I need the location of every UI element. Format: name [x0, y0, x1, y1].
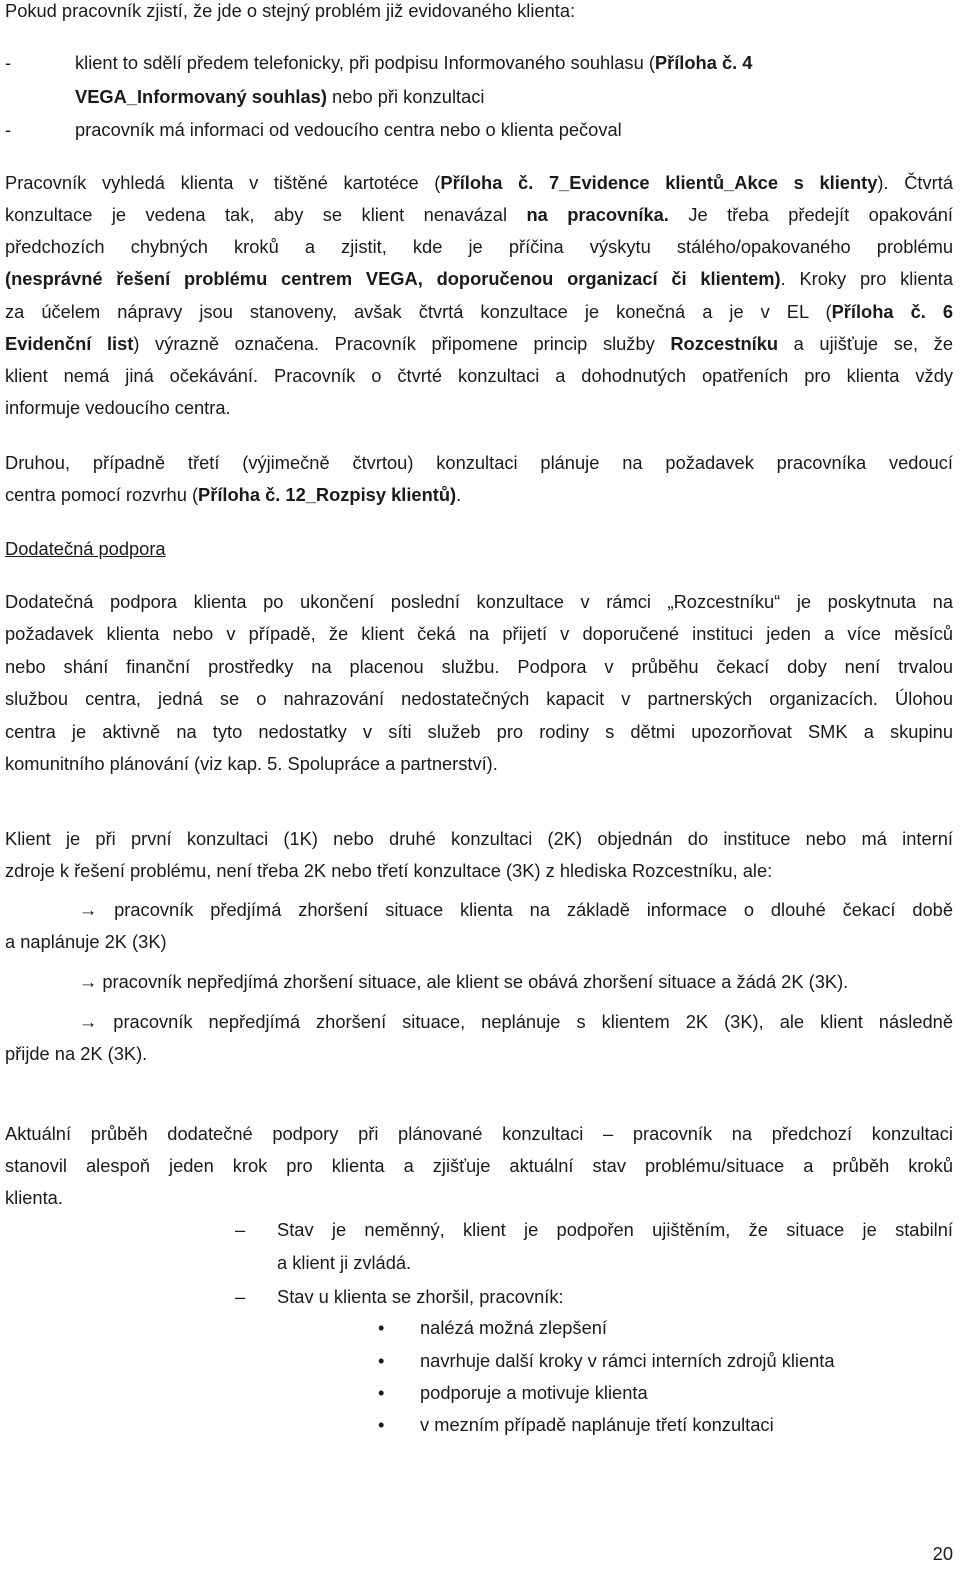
bullet-text: nalézá možná zlepšení — [420, 1317, 607, 1338]
section-heading-text: Dodatečná podpora — [5, 538, 166, 559]
intro-text: Pokud pracovník zjistí, že jde o stejný problém již evidovaného klienta: — [5, 0, 576, 21]
text-line: klienta. — [5, 1187, 63, 1208]
text-line: Klient je při první konzultaci (1K) nebo druhé konzultaci (2K) objednán do instituce nebo má interní — [5, 828, 953, 849]
dash-bold-text: Příloha č. 4 — [654, 52, 753, 73]
text-line — [5, 263, 953, 295]
bullet-text: v mezním případě naplánuje třetí konzultaci — [420, 1414, 774, 1435]
text-line: požadavek klienta nebo v případě, že klient čeká na přijetí v doporučené instituci jeden a více měsíců — [5, 623, 953, 644]
arrow-item-continuation: přijde na 2K (3K). — [5, 1043, 148, 1064]
text-line: centra je aktivně na tyto nedostatky v síti služeb pro rodiny s dětmi upozorňovat SMK a skupinu — [5, 721, 953, 742]
dash-text: pracovník má informaci od vedoucího centra nebo o klienta pečoval — [75, 119, 622, 140]
text-line: službou centra, jedná se o nahrazování nedostatečných kapacit v partnerských organizacích. Úlohou — [5, 688, 953, 709]
dash-list-item-continuation — [75, 81, 484, 113]
dash-marker: - — [5, 52, 12, 73]
text-line: komunitního plánování (viz kap. 5. Spolupráce a partnerství). — [5, 753, 498, 774]
bullet-item — [378, 1409, 774, 1441]
text-line: Dodatečná podpora klienta po ukončení poslední konzultace v rámci „Rozcestníku“ je poskytnuta na — [5, 591, 953, 612]
bold-run: (nesprávné řešení problému centrem VEGA, doporučenou organizací či klientem) — [5, 268, 781, 289]
dash-marker: - — [5, 119, 12, 140]
bullet-marker: • — [378, 1350, 385, 1371]
bold-run: Příloha č. 12_Rozpisy klientů) — [198, 484, 457, 505]
dash-text: klient to sdělí předem telefonicky, při podpisu Informovaného souhlasu ( — [75, 52, 655, 73]
bold-run: na pracovníka. — [526, 204, 669, 225]
text-line — [5, 296, 953, 328]
bullet-item — [378, 1345, 835, 1377]
arrow-item: → pracovník nepředjímá zhoršení situace, ale klient se obává zhoršení situace a žádá 2K (3K). — [79, 971, 849, 992]
text-run: . Kroky pro klienta — [780, 268, 953, 289]
text-line: Stav je neměnný, klient je podpořen ujištěním, že situace je stabilní — [277, 1219, 953, 1240]
dash-marker: – — [235, 1219, 246, 1240]
text-run: konzultace je vedena tak, aby se klient nenavázal — [5, 204, 527, 225]
bullet-marker: • — [378, 1317, 385, 1338]
arrow-item-continuation: a naplánuje 2K (3K) — [5, 931, 167, 952]
text-line — [5, 479, 953, 511]
arrow-item: → pracovník nepředjímá zhoršení situace, neplánuje s klientem 2K (3K), ale klient následně — [79, 1011, 953, 1032]
dash-list-item — [5, 114, 622, 146]
dash-marker: – — [235, 1286, 246, 1307]
bullet-text: podporuje a motivuje klienta — [420, 1382, 648, 1403]
text-run: ) výrazně označena. Pracovník připomene princip služby — [133, 333, 671, 354]
bullet-text: navrhuje další kroky v rámci interních zdrojů klienta — [420, 1350, 835, 1371]
text-line — [5, 167, 953, 199]
text-line — [5, 199, 953, 231]
text-line: předchozích chybných kroků a zjistit, kde je příčina výskytu stálého/opakovaného problému — [5, 236, 953, 257]
bullet-item — [378, 1312, 607, 1344]
text-run: ). Čtvrtá — [877, 172, 953, 193]
dash-text: nebo při konzultaci — [326, 86, 485, 107]
text-line: a klient ji zvládá. — [277, 1252, 412, 1273]
bold-run: Příloha č. 6 — [831, 301, 954, 322]
text-run: a ujišťuje se, že — [778, 333, 953, 354]
text-run: centra pomocí rozvrhu ( — [5, 484, 199, 505]
text-line: stanovil alespoň jeden krok pro klienta a zjišťuje aktuální stav problému/situace a průběh kroků — [5, 1155, 953, 1176]
text-line: Stav u klienta se zhoršil, pracovník: — [277, 1286, 564, 1307]
text-line: Druhou, případně třetí (výjimečně čtvrtou) konzultaci plánuje na požadavek pracovníka vedoucí — [5, 452, 953, 473]
text-run: . — [456, 484, 462, 505]
bullet-marker: • — [378, 1414, 385, 1435]
dash-list-item — [5, 47, 752, 79]
bullet-item — [378, 1377, 648, 1409]
bold-run: Příloha č. 7_Evidence klientů_Akce s klienty — [440, 172, 878, 193]
dash-bold-text: VEGA_Informovaný souhlas) — [75, 86, 327, 107]
text-run: Je třeba předejít opakování — [668, 204, 954, 225]
text-line: zdroje k řešení problému, není třeba 2K nebo třetí konzultace (3K) z hlediska Rozcestníku, ale: — [5, 860, 773, 881]
arrow-item: → pracovník předjímá zhoršení situace klienta na základě informace o dlouhé čekací době — [79, 899, 953, 920]
text-line — [5, 328, 953, 360]
text-line: Aktuální průběh dodatečné podpory při plánované konzultaci – pracovník na předchozí konzultaci — [5, 1123, 953, 1144]
text-run: Pracovník vyhledá klienta v tištěné kartotéce ( — [5, 172, 441, 193]
section-heading — [5, 533, 953, 565]
bold-run: Rozcestníku — [670, 333, 779, 354]
text-line: informuje vedoucího centra. — [5, 397, 231, 418]
text-line: nebo shání finanční prostředky na placenou službu. Podpora v průběhu čekací doby není trvalou — [5, 656, 953, 677]
text-line: klient nemá jiná očekávání. Pracovník o čtvrté konzultaci a dohodnutých opatřeních pro klienta vždy — [5, 365, 953, 386]
bullet-marker: • — [378, 1382, 385, 1403]
bold-run: Evidenční list — [5, 333, 134, 354]
text-run: za účelem nápravy jsou stanoveny, avšak čtvrtá konzultace je konečná a je v EL ( — [5, 301, 832, 322]
page-number: 20 — [932, 1543, 953, 1564]
